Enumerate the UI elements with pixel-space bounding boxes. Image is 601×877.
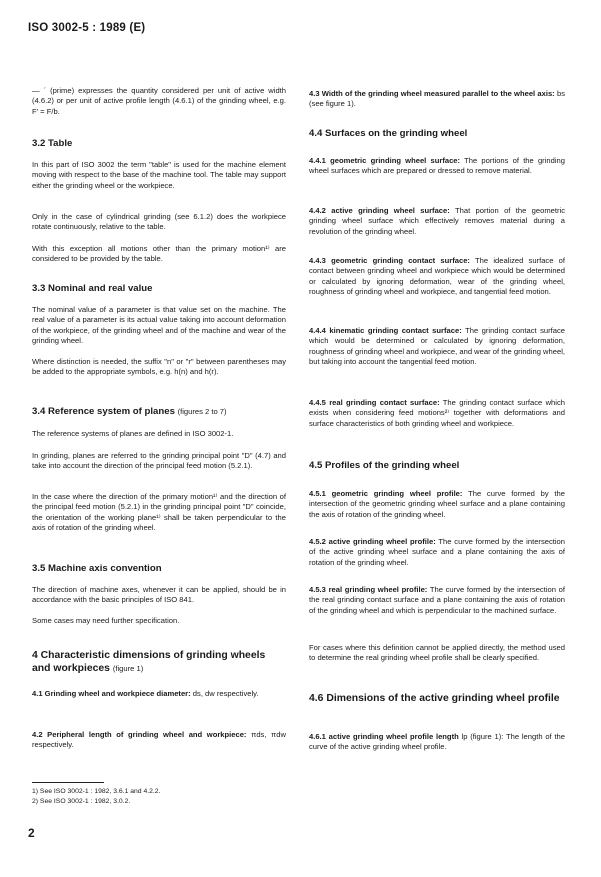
section-4-4-3 bbox=[309, 256, 565, 297]
section-4-5-note: For cases where this definition cannot be applied directly, the method used to determine the real grinding wheel profile shall be clearly specified. bbox=[309, 643, 565, 663]
section-4-2 bbox=[32, 730, 286, 751]
section-4-5-1-term: 4.5.1 geometric grinding wheel profile: bbox=[309, 489, 463, 498]
section-4-1-term: 4.1 Grinding wheel and workpiece diameter: bbox=[32, 689, 191, 698]
section-4-4-2-definition: That portion of the geometric grinding wheel surface which effectively removes material during a revolution of the grinding wheel. bbox=[309, 206, 565, 236]
section-4-4-1-definition: The portions of the grinding wheel surfaces which are prepared or dressed to remove material. bbox=[309, 156, 565, 176]
section-3-5-para-1: The direction of machine axes, whenever it can be applied, should be in accordance with the basic principles of ISO 841. bbox=[32, 585, 286, 605]
section-4-5-3-term: 4.5.3 real grinding wheel profile: bbox=[309, 585, 428, 594]
section-4-4-1-term: 4.4.1 geometric grinding wheel surface: bbox=[309, 156, 461, 165]
section-3-5-para-2: Some cases may need further specification. bbox=[32, 616, 180, 625]
section-4-4-3-definition: The idealized surface of contact between grinding wheel and workpiece which would be determined or calculated by ignoring deformation, wear of the grinding wheel, roughness of grinding wheel and workpiece, and tangential feed motion. bbox=[309, 256, 565, 296]
section-4-5-title: 4.5 Profiles of the grinding wheel bbox=[309, 460, 460, 471]
section-4-6-1-definition: lp (figure 1): The length of the curve of the active grinding wheel profile. bbox=[309, 732, 565, 752]
section-3-2-para-2: Only in the case of cylindrical grinding (see 6.1.2) does the workpiece rotate continuously, relative to the table. bbox=[32, 212, 286, 232]
section-4-5-2 bbox=[309, 537, 565, 568]
section-3-4-title-text: 3.4 Reference system of planes bbox=[32, 406, 175, 417]
section-4-1 bbox=[32, 689, 286, 699]
section-4-5-1 bbox=[309, 489, 565, 520]
section-4-figure-ref: (figure 1) bbox=[112, 664, 144, 673]
section-3-2-para-1: In this part of ISO 3002 the term "table" is used for the machine element moving with respect to the base of the machine tool. The table may support either the grinding wheel or the workpiece. bbox=[32, 160, 286, 190]
section-4-title bbox=[32, 649, 272, 675]
section-4-5-3-definition: The curve formed by the intersection of the real grinding contact surface and a plane containing the axis of rotation of the grinding wheel and which is perpendicular to the machined surface. bbox=[309, 585, 565, 615]
section-4-5-3 bbox=[309, 585, 565, 616]
section-4-2-term: 4.2 Peripheral length of grinding wheel and workpiece: bbox=[32, 730, 247, 739]
footnote-2: 2) See ISO 3002-1 : 1982, 3.0.2. bbox=[32, 798, 131, 805]
section-4-3-term: 4.3 Width of the grinding wheel measured parallel to the wheel axis: bbox=[309, 89, 555, 98]
footnote-divider bbox=[32, 782, 104, 783]
section-3-2-title: 3.2 Table bbox=[32, 138, 73, 149]
section-3-4-para-3: In the case where the direction of the primary motion¹⁾ and the direction of the principal feed motion (5.2.1) in the grinding principal point "D" coincide, the orientation of the working plane¹⁾ shall be taken perpendicular to the axis of rotation of the grinding wheel. bbox=[32, 492, 286, 532]
section-3-4-para-2: In grinding, planes are referred to the grinding principal point "D" (4.7) and take into account the direction of the principal feed motion (5.2.1). bbox=[32, 451, 286, 471]
section-4-6-title: 4.6 Dimensions of the active grinding wheel profile bbox=[309, 693, 560, 704]
section-3-4-figure-ref: (figures 2 to 7) bbox=[177, 407, 227, 416]
section-4-4-4-definition: The grinding contact surface which would be determined or calculated by ignoring deformation, roughness of grinding wheel and workpiece, and wear of the grinding wheel, but taking into account the tangential feed motion. bbox=[309, 326, 565, 366]
document-header: ISO 3002-5 : 1989 (E) bbox=[28, 22, 146, 34]
section-3-4-title bbox=[32, 406, 227, 418]
section-4-3 bbox=[309, 89, 565, 110]
section-4-5-2-definition: The curve formed by the intersection of the active grinding wheel surface and a plane containing the axis of rotation of the grinding wheel. bbox=[309, 537, 566, 567]
section-4-title-text: 4 Characteristic dimensions of grinding wheels and workpieces bbox=[32, 650, 266, 674]
section-4-4-5 bbox=[309, 398, 565, 429]
section-4-4-3-term: 4.4.3 geometric grinding contact surface: bbox=[309, 256, 470, 265]
intro-prime-note: — ´ (prime) expresses the quantity considered per unit of active width (4.6.2) or per unit of active profile length (4.6.1) of the grinding wheel, e.g. F′ = F/b. bbox=[32, 86, 286, 116]
section-4-4-2 bbox=[309, 206, 565, 237]
section-4-4-1 bbox=[309, 156, 565, 177]
page-number: 2 bbox=[28, 826, 35, 840]
section-4-4-5-term: 4.4.5 real grinding contact surface: bbox=[309, 398, 440, 407]
section-3-4-para-1: The reference systems of planes are defined in ISO 3002-1. bbox=[32, 429, 234, 438]
section-4-4-5-definition: The grinding contact surface which exists when considering feed motions²⁾ together with deformations and surface characteristics of both grinding wheel and workpiece. bbox=[309, 398, 565, 428]
section-3-3-para-1: The nominal value of a parameter is that value set on the machine. The real value of a parameter is its actual value taking into account deformation of the workpiece, of the grinding wheel and of the machine and wear of the grinding wheel. bbox=[32, 305, 286, 345]
section-3-2-para-3: With this exception all motions other than the primary motion¹⁾ are considered to be provided by the table. bbox=[32, 244, 286, 264]
section-4-1-definition: ds, dw respectively. bbox=[192, 689, 259, 698]
section-4-3-definition: bs (see figure 1). bbox=[309, 89, 565, 109]
section-3-3-title: 3.3 Nominal and real value bbox=[32, 283, 153, 294]
section-4-4-4 bbox=[309, 326, 565, 367]
section-4-4-title: 4.4 Surfaces on the grinding wheel bbox=[309, 128, 468, 139]
section-4-2-definition: πds, πdw respectively. bbox=[32, 730, 286, 750]
section-3-5-title: 3.5 Machine axis convention bbox=[32, 563, 162, 574]
footnote-1: 1) See ISO 3002-1 : 1982, 3.6.1 and 4.2.2. bbox=[32, 788, 161, 795]
section-3-3-para-2: Where distinction is needed, the suffix "n" or "r" between parentheses may be added to the appropriate symbols, e.g. h(n) and h(r). bbox=[32, 357, 286, 377]
section-4-4-4-term: 4.4.4 kinematic grinding contact surface: bbox=[309, 326, 462, 335]
section-4-6-1-term: 4.6.1 active grinding wheel profile length bbox=[309, 732, 459, 741]
section-4-6-1 bbox=[309, 732, 565, 753]
section-4-5-2-term: 4.5.2 active grinding wheel profile: bbox=[309, 537, 436, 546]
section-4-4-2-term: 4.4.2 active grinding wheel surface: bbox=[309, 206, 450, 215]
section-4-5-1-definition: The curve formed by the intersection of the geometric grinding wheel surface and a plane containing the axis of rotation of the grinding wheel. bbox=[309, 489, 565, 519]
